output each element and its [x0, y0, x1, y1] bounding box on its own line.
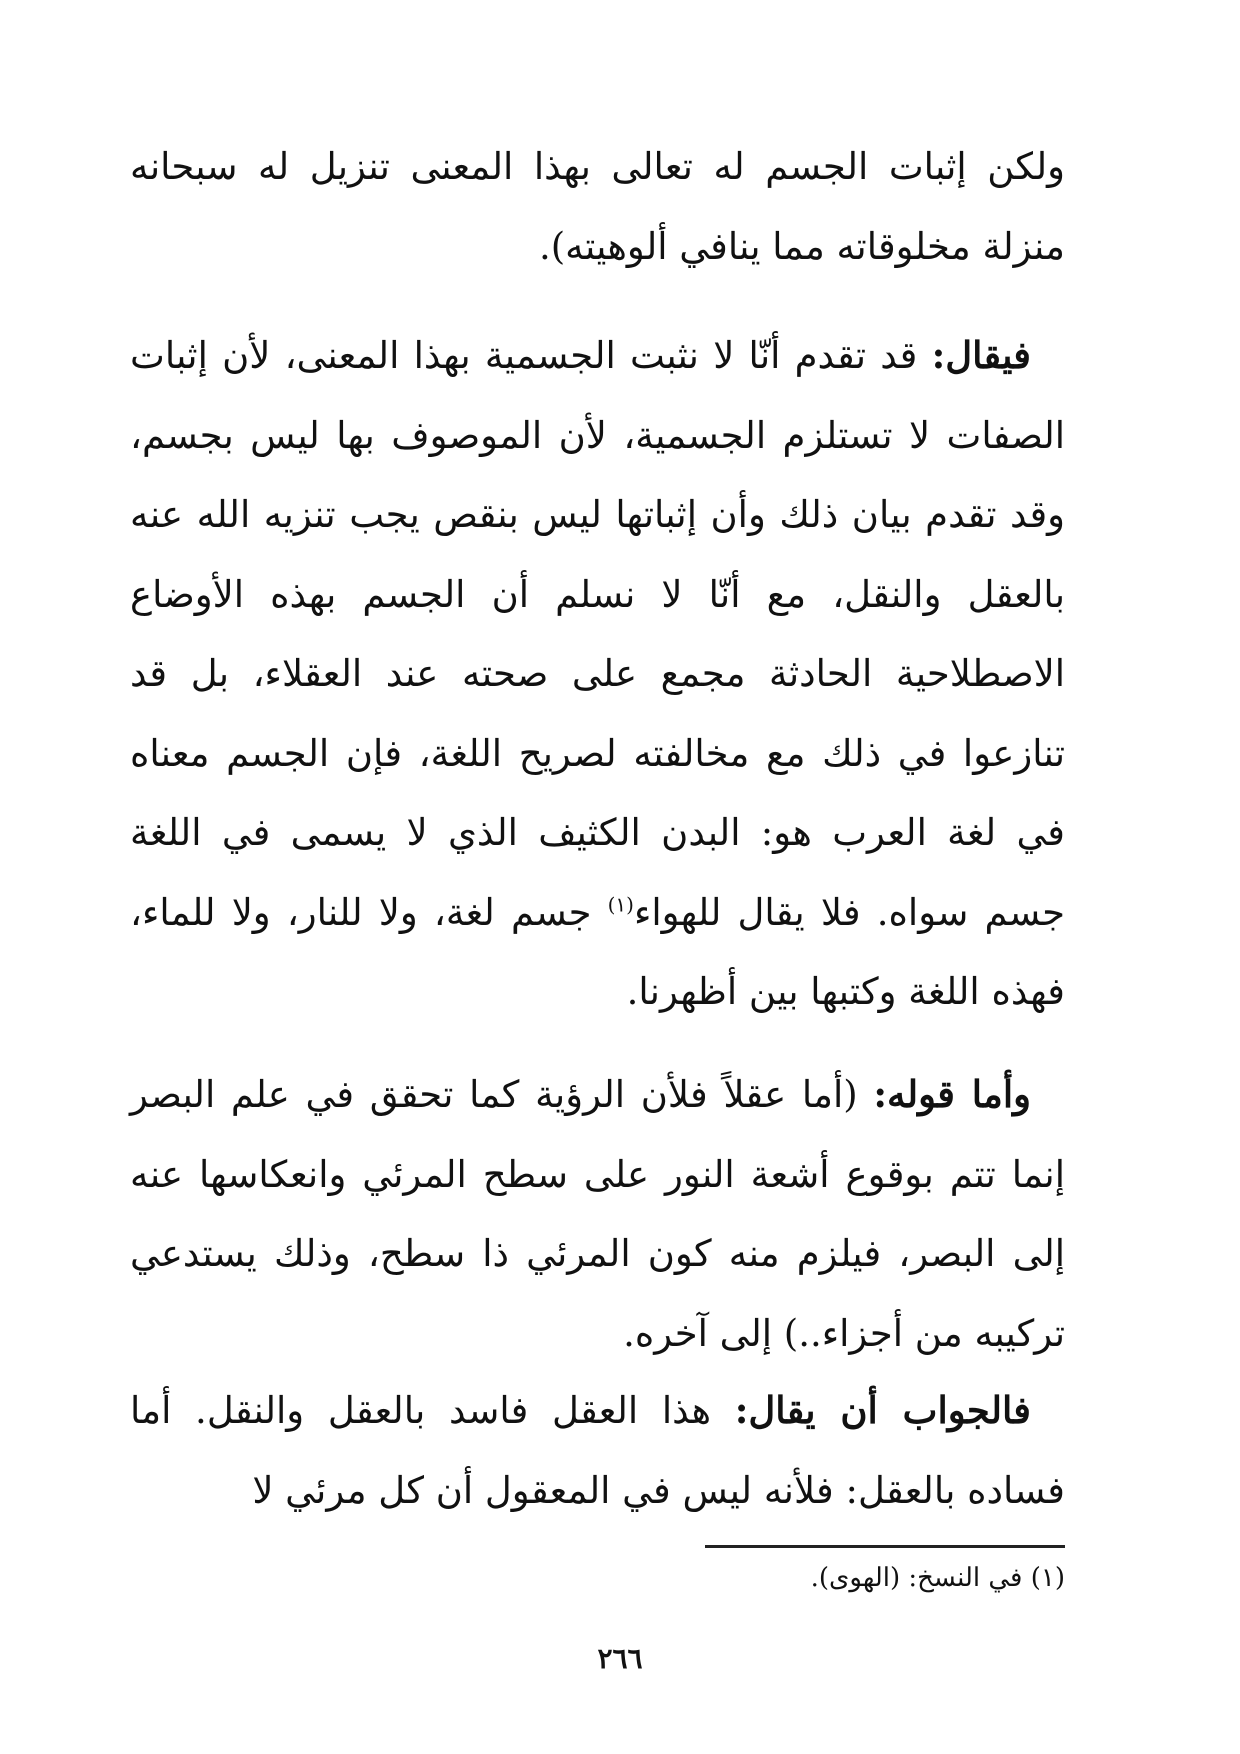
paragraph-1: [130, 127, 1065, 286]
page-number: ٢٦٦: [597, 1642, 643, 1675]
paragraph-2-lead: فيقال:: [931, 333, 1031, 377]
paragraph-3-text: (أما عقلاً فلأن الرؤية كما تحقق في علم البصر إنما تتم بوقوع أشعة النور على سطح المرئي وانعكاسها عنه إلى البصر، فيلزم منه كون المرئي ذا سطح، وذلك يستدعي تركيبه من أجزاء..) إلى آخره.: [130, 1073, 1065, 1355]
paragraph-2-text-after-note: جسم لغة، ولا للنار، ولا للماء، فهذه اللغة وكتبها بين أظهرنا.: [130, 890, 1065, 1013]
footnote-reference-marker: (١): [607, 892, 634, 917]
footnote-text: (١) في النسخ: (الهوى).: [810, 1563, 1065, 1593]
paragraph-4-lead: فالجواب أن يقال:: [734, 1388, 1031, 1432]
paragraph-4: [130, 1371, 1065, 1530]
footnote: [130, 1558, 1065, 1598]
paragraph-1-text: ولكن إثبات الجسم له تعالى بهذا المعنى تنزيل له سبحانه منزلة مخلوقاته مما ينافي ألوهيته).: [130, 145, 1065, 268]
paragraph-3: [130, 1055, 1065, 1373]
footnote-separator: [705, 1545, 1065, 1548]
paragraph-3-lead: وأما قوله:: [873, 1072, 1031, 1116]
paragraph-4-text: هذا العقل فاسد بالعقل والنقل. أما فساده بالعقل: فلأنه ليس في المعقول أن كل مرئي لا: [130, 1389, 1065, 1512]
paragraph-2-text-before-note: قد تقدم أنّا لا نثبت الجسمية بهذا المعنى، لأن إثبات الصفات لا تستلزم الجسمية، لأن الموصوف بها ليس بجسم، وقد تقدم بيان ذلك وأن إثباتها ليس بنقص يجب تنزيه الله عنه بالعقل والنقل، مع أنّا لا نسلم أن الجسم بهذه الأوضاع الاصطلاحية الحادثة مجمع على صحته عند العقلاء، بل قد تنازعوا في ذلك مع مخالفته لصريح اللغة، فإن الجسم معناه في لغة العرب هو: البدن الكثيف الذي لا يسمى في اللغة جسم سواه. فلا يقال للهواء: [130, 334, 1065, 934]
paragraph-2: [130, 316, 1065, 1032]
